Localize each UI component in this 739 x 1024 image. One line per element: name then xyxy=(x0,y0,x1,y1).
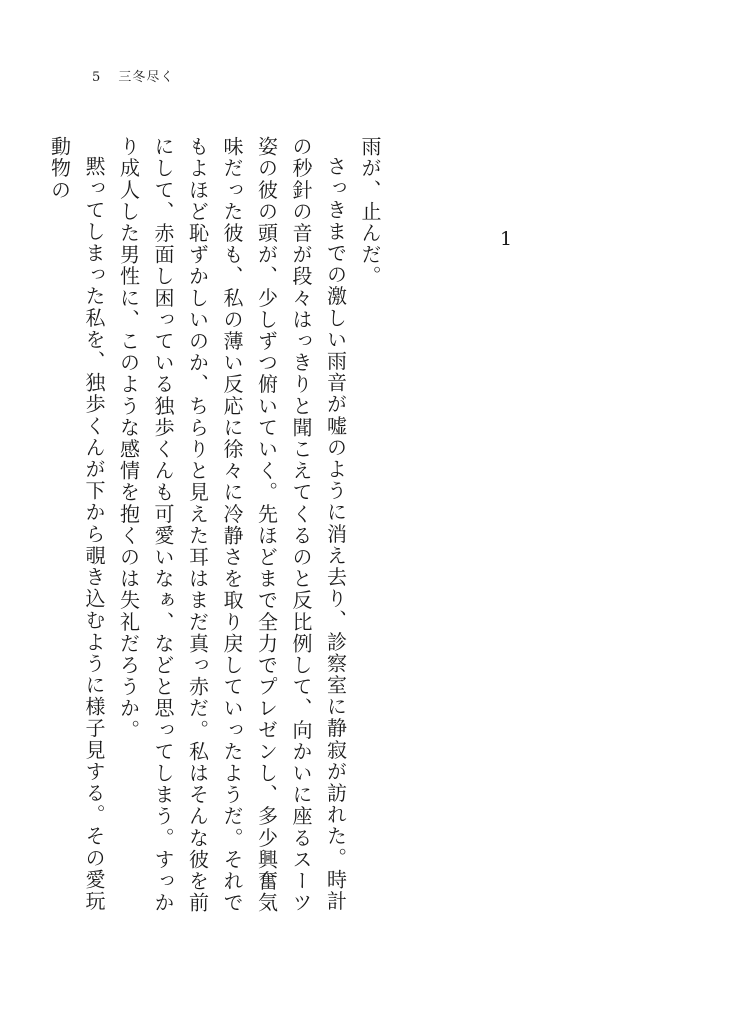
paragraph: さっきまでの激しい雨音が嘘のように消え去り、診察室に静寂が訪れた。時計の秒針の音が段々はっきりと聞こえてくるのと反比例して、向かいに座るスーツ姿の彼の頭が、少しずつ俯いていく。先ほどまで全力でプレゼンし、多少興奮気味だった彼も、私の薄い反応に徐々に冷静さを取り戻していったようだ。それでもよほど恥ずかしいのか、ちらりと見えた耳はまだ真っ赤だ。私はそんな彼を前にして、赤面し困っている独歩くんも可愛いなぁ、などと思ってしまう。すっかり成人した男性に、このような感情を抱くのは失礼だろうか。 xyxy=(116,136,348,914)
paragraph: 雨が、止んだ。 xyxy=(358,136,382,288)
paragraph: 黙ってしまった私を、独歩くんが下から覗き込むように様子見する。その愛玩動物の xyxy=(47,136,106,912)
running-header xyxy=(92,66,174,85)
chapter-number: 1 xyxy=(500,228,513,250)
book-title: 三冬尽く xyxy=(118,70,175,85)
body-text xyxy=(42,136,387,916)
page-number: 5 xyxy=(92,70,102,85)
